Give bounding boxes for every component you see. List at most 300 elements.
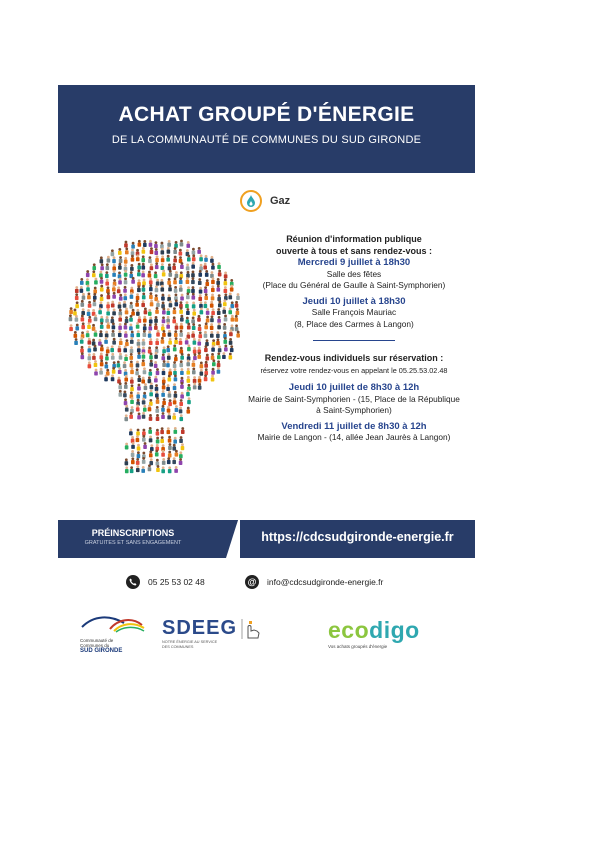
crowd-person (160, 279, 164, 286)
crowd-person (173, 256, 177, 263)
crowd-person (141, 377, 145, 384)
crowd-person (69, 314, 73, 321)
crowd-person (148, 464, 152, 471)
crowd-person (168, 285, 172, 292)
crowd-person (137, 451, 141, 458)
crowd-person (154, 323, 158, 330)
crowd-person (94, 278, 98, 285)
crowd-person (193, 382, 197, 389)
crowd-person (166, 316, 170, 323)
crowd-person (224, 293, 228, 300)
crowd-person (131, 436, 135, 443)
crowd-person (162, 383, 166, 390)
crowd-person (218, 270, 222, 277)
crowd-person (129, 429, 133, 436)
crowd-person (124, 241, 128, 248)
crowd-person (155, 391, 159, 398)
crowd-person (162, 368, 166, 375)
crowd-person (118, 309, 122, 316)
crowd-person (211, 293, 215, 300)
crowd-person (154, 352, 158, 359)
crowd-person (136, 330, 140, 337)
crowd-person (125, 458, 129, 465)
crowd-person (191, 277, 195, 284)
crowd-person (217, 316, 221, 323)
crowd-person (110, 345, 114, 352)
crowd-person (217, 367, 221, 374)
crowd-person (82, 293, 86, 300)
crowd-person (111, 374, 115, 381)
crowd-person (211, 368, 215, 375)
crowd-person (148, 404, 152, 411)
crowd-person (174, 466, 178, 473)
crowd-person (148, 256, 152, 263)
crowd-person (200, 369, 204, 376)
website-panel[interactable] (240, 520, 475, 558)
crowd-person (138, 316, 142, 323)
crowd-person (161, 412, 165, 419)
crowd-person (179, 414, 183, 421)
crowd-person (111, 330, 115, 337)
crowd-person (174, 286, 178, 293)
crowd-person (179, 256, 183, 263)
crowd-person (149, 435, 153, 442)
ccsg-line-2: Communes du (80, 643, 110, 648)
crowd-person (144, 383, 148, 390)
session-date: Mercredi 9 juillet à 18h30 (297, 257, 411, 268)
crowd-person (210, 256, 214, 263)
crowd-person (141, 300, 145, 307)
crowd-person (175, 405, 179, 412)
crowd-person (217, 322, 221, 329)
crowd-person (186, 407, 190, 414)
crowd-person (106, 347, 110, 354)
crowd-person (137, 345, 141, 352)
page-title: ACHAT GROUPÉ D'ÉNERGIE (118, 103, 415, 126)
crowd-person (172, 413, 176, 420)
crowd-person (86, 278, 90, 285)
crowd-person (148, 376, 152, 383)
crowd-person (141, 263, 145, 270)
crowd-person (173, 437, 177, 444)
crowd-person (81, 315, 85, 322)
crowd-person (100, 344, 104, 351)
crowd-person (173, 368, 177, 375)
crowd-person (211, 375, 215, 382)
ccsg-swoosh-icon (80, 613, 146, 633)
crowd-person (174, 354, 178, 361)
crowd-person (155, 338, 159, 345)
crowd-person (106, 302, 110, 309)
session-venue: Salle François Mauriac (311, 307, 397, 317)
crowd-person (210, 331, 214, 338)
crowd-person (100, 285, 104, 292)
crowd-person (100, 263, 104, 270)
crowd-person (191, 317, 195, 324)
crowd-person (160, 285, 164, 292)
session-date: Jeudi 10 juillet à 18h30 (302, 295, 406, 307)
crowd-person (186, 359, 190, 366)
crowd-person (162, 270, 166, 277)
crowd-person (229, 329, 233, 336)
crowd-person (198, 270, 202, 277)
crowd-person (179, 399, 183, 406)
crowd-person (118, 390, 122, 397)
crowd-person (155, 307, 159, 314)
crowd-person (173, 307, 177, 314)
crowd-person (119, 353, 123, 360)
crowd-person (156, 330, 160, 337)
crowd-person (172, 457, 176, 464)
appointment-location: à Saint-Symphorien) (316, 405, 392, 415)
crowd-person (198, 294, 202, 301)
crowd-person (168, 330, 172, 337)
crowd-person (118, 330, 122, 337)
crowd-person (80, 300, 84, 307)
crowd-person (205, 339, 209, 346)
crowd-person (193, 347, 197, 354)
crowd-person (186, 368, 190, 375)
crowd-person (112, 270, 116, 277)
crowd-person (205, 279, 209, 286)
crowd-person (186, 317, 190, 324)
crowd-person (206, 316, 210, 323)
crowd-person (119, 256, 123, 263)
session-venue: Salle des fêtes (326, 268, 382, 279)
crowd-person (142, 285, 146, 292)
crowd-person (210, 315, 214, 322)
crowd-person (125, 248, 129, 255)
crowd-person (224, 272, 228, 279)
crowd-person (154, 271, 158, 278)
crowd-person (149, 414, 153, 421)
divider (313, 340, 395, 341)
phone-contact[interactable] (126, 575, 205, 589)
crowd-person (161, 405, 165, 412)
crowd-person (192, 367, 196, 374)
crowd-person (124, 323, 128, 330)
crowd-person (168, 264, 172, 271)
crowd-person (168, 436, 172, 443)
crowd-person (156, 437, 160, 444)
crowd-person (155, 255, 159, 262)
crowd-person (167, 406, 171, 413)
crowd-person (107, 292, 111, 299)
ccsg-name: SUD GIRONDE (80, 648, 123, 654)
crowd-person (143, 367, 147, 374)
crowd-person (166, 360, 170, 367)
crowd-person (149, 352, 153, 359)
crowd-person (130, 406, 134, 413)
crowd-person (217, 360, 221, 367)
crowd-person (105, 279, 109, 286)
crowd-person (142, 429, 146, 436)
crowd-person (211, 285, 215, 292)
crowd-person (105, 354, 109, 361)
crowd-person (136, 293, 140, 300)
crowd-person (131, 442, 135, 449)
crowd-person (148, 271, 152, 278)
crowd-person (150, 382, 154, 389)
crowd-person (191, 270, 195, 277)
crowd-person (173, 361, 177, 368)
phone-number[interactable]: 05 25 53 02 48 (148, 577, 205, 587)
crowd-person (117, 361, 121, 368)
appointment-date: Jeudi 10 juillet de 8h30 à 12h (288, 382, 420, 393)
crowd-person (217, 308, 221, 315)
crowd-person (118, 367, 122, 374)
crowd-person (111, 249, 115, 256)
crowd-person (92, 324, 96, 331)
crowd-person (162, 316, 166, 323)
crowd-person (93, 293, 97, 300)
crowd-person (168, 375, 172, 382)
crowd-person (142, 457, 146, 464)
email-address[interactable]: info@cdcsudgironde-energie.fr (267, 577, 384, 587)
crowd-person (198, 278, 202, 285)
crowd-person (124, 398, 128, 405)
crowd-person (180, 347, 184, 354)
crowd-person (179, 436, 183, 443)
crowd-person (156, 429, 160, 436)
crowd-person (229, 338, 233, 345)
crowd-person (154, 248, 158, 255)
crowd-person (112, 367, 116, 374)
crowd-person (180, 353, 184, 360)
crowd-person (80, 286, 84, 293)
crowd-person (217, 294, 221, 301)
crowd-person (125, 339, 129, 346)
crowd-person (156, 397, 160, 404)
crowd-person (105, 271, 109, 278)
email-contact[interactable] (245, 575, 383, 589)
crowd-person (125, 466, 129, 473)
crowd-person (205, 270, 209, 277)
crowd-person (69, 307, 73, 314)
crowd-person (129, 353, 133, 360)
crowd-person (156, 465, 160, 472)
crowd-person (118, 382, 122, 389)
crowd-person (216, 285, 220, 292)
crowd-person (229, 353, 233, 360)
crowd-person (211, 345, 215, 352)
crowd-person (154, 294, 158, 301)
crowd-person (179, 407, 183, 414)
crowd-person (210, 323, 214, 330)
crowd-person (172, 444, 176, 451)
crowd-person (156, 459, 160, 466)
crowd-person (137, 270, 141, 277)
crowd-person (155, 450, 159, 457)
crowd-person (148, 309, 152, 316)
crowd-person (130, 337, 134, 344)
crowd-person (136, 465, 140, 472)
crowd-person (93, 287, 97, 294)
crowd-person (104, 337, 108, 344)
appointment-date: Vendredi 11 juillet de 8h30 à 12h (281, 420, 427, 432)
crowd-person (149, 317, 153, 324)
crowd-person (130, 367, 134, 374)
crowd-person (119, 294, 123, 301)
crowd-person (105, 331, 109, 338)
crowd-person (118, 323, 122, 330)
crowd-person (81, 322, 85, 329)
crowd-person (156, 414, 160, 421)
crowd-person (88, 316, 92, 323)
website-link[interactable]: https://cdcsudgironde-energie.fr (261, 530, 454, 544)
crowd-person (174, 241, 178, 248)
appointment-location: Mairie de Langon - (14, allée Jean Jaurès à Langon) (257, 432, 451, 442)
crowd-person (193, 338, 197, 345)
crowd-person (142, 398, 146, 405)
crowd-person (75, 315, 79, 322)
crowd-person (156, 368, 160, 375)
crowd-person (141, 270, 145, 277)
crowd-person (135, 300, 139, 307)
gas-flame-icon (240, 190, 262, 212)
crowd-person (199, 264, 203, 271)
crowd-person (211, 277, 215, 284)
crowd-person (119, 338, 123, 345)
crowd-person (206, 308, 210, 315)
crowd-person (204, 286, 208, 293)
crowd-person (174, 337, 178, 344)
crowd-person (148, 347, 152, 354)
lightbulb-people-illustration (66, 238, 246, 478)
crowd-person (130, 360, 134, 367)
crowd-person (180, 382, 184, 389)
crowd-person (124, 375, 128, 382)
crowd-person (174, 299, 178, 306)
crowd-person (155, 384, 159, 391)
page-subtitle: DE LA COMMUNAUTÉ DE COMMUNES DU SUD GIRONDE (111, 134, 422, 146)
crowd-person (123, 345, 127, 352)
crowd-person (75, 286, 79, 293)
crowd-person (142, 412, 146, 419)
crowd-person (106, 263, 110, 270)
crowd-person (167, 353, 171, 360)
crowd-person (186, 241, 190, 248)
crowd-person (179, 307, 183, 314)
crowd-person (224, 315, 228, 322)
crowd-person (167, 308, 171, 315)
crowd-person (169, 300, 173, 307)
hand-touch-icon (241, 618, 263, 640)
crowd-person (180, 315, 184, 322)
crowd-person (141, 359, 145, 366)
crowd-person (175, 450, 179, 457)
crowd-person (142, 247, 146, 254)
crowd-person (179, 249, 183, 256)
crowd-person (180, 323, 184, 330)
crowd-person (161, 324, 165, 331)
crowd-person (80, 346, 84, 353)
crowd-person (136, 458, 140, 465)
crowd-person (211, 353, 215, 360)
crowd-person (75, 301, 79, 308)
energy-label: Gaz (270, 195, 291, 207)
crowd-person (92, 263, 96, 270)
crowd-person (112, 323, 116, 330)
ecodigo-name-part1: eco (328, 617, 370, 643)
crowd-person (137, 384, 141, 391)
crowd-person (173, 398, 177, 405)
crowd-person (205, 354, 209, 361)
crowd-person (199, 287, 203, 294)
crowd-person (166, 345, 170, 352)
public-meeting-heading-1: Réunion d'information publique (286, 234, 422, 244)
crowd-person (136, 322, 140, 329)
crowd-person (130, 397, 134, 404)
crowd-person (99, 301, 103, 308)
crowd-person (231, 315, 235, 322)
crowd-person (197, 339, 201, 346)
crowd-person (137, 444, 141, 451)
ecodigo-name (328, 617, 420, 644)
crowd-person (187, 376, 191, 383)
crowd-person (130, 384, 134, 391)
crowd-person (174, 294, 178, 301)
crowd-person (154, 376, 158, 383)
crowd-person (155, 262, 159, 269)
crowd-person (174, 391, 178, 398)
phone-icon (126, 575, 140, 589)
ecodigo-name-part2: digo (369, 617, 420, 643)
crowd-person (186, 292, 190, 299)
crowd-person (74, 331, 78, 338)
crowd-person (138, 240, 142, 247)
crowd-person (160, 436, 164, 443)
crowd-person (137, 412, 141, 419)
crowd-person (162, 330, 166, 337)
crowd-person (180, 368, 184, 375)
crowd-person (186, 389, 190, 396)
crowd-person (185, 338, 189, 345)
crowd-person (136, 405, 140, 412)
info-block (238, 234, 470, 444)
crowd-person (211, 308, 215, 315)
crowd-person (197, 315, 201, 322)
crowd-person (118, 345, 122, 352)
crowd-person (149, 240, 153, 247)
crowd-person (111, 301, 115, 308)
crowd-person (161, 248, 165, 255)
crowd-person (80, 337, 84, 344)
crowd-person (192, 309, 196, 316)
crowd-person (168, 443, 172, 450)
crowd-person (142, 292, 146, 299)
crowd-person (118, 302, 122, 309)
crowd-person (179, 360, 183, 367)
session-address: (8, Place des Carmes à Langon) (294, 318, 414, 329)
crowd-person (87, 322, 91, 329)
crowd-person (136, 309, 140, 316)
crowd-person (187, 286, 191, 293)
preregistration-band (58, 520, 475, 558)
crowd-person (187, 397, 191, 404)
crowd-person (161, 353, 165, 360)
crowd-person (123, 361, 127, 368)
crowd-person (148, 331, 152, 338)
crowd-person (150, 247, 154, 254)
crowd-person (168, 270, 172, 277)
crowd-person (173, 383, 177, 390)
crowd-person (112, 292, 116, 299)
crowd-person (100, 294, 104, 301)
crowd-person (88, 346, 92, 353)
crowd-person (124, 354, 128, 361)
crowd-person (173, 247, 177, 254)
